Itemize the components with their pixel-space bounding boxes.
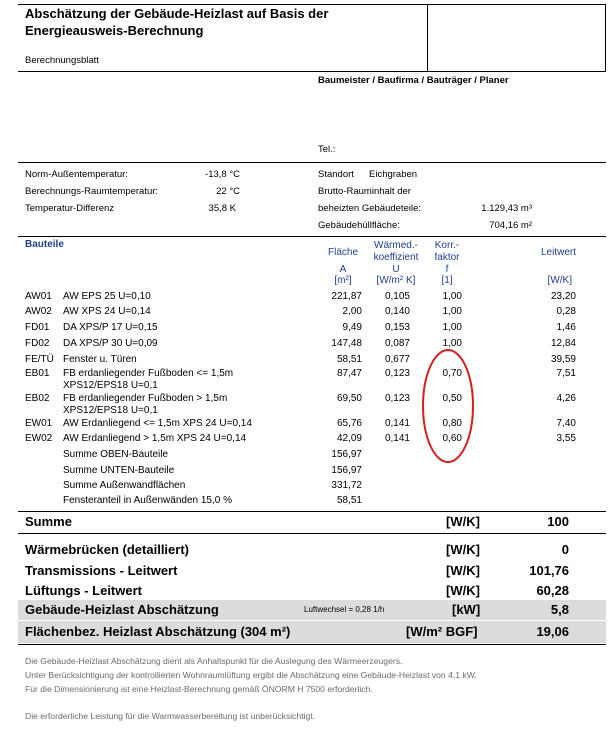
col-korr-unit: [1] — [441, 275, 453, 286]
wb-label: Wärmebrücken (detailliert) — [25, 542, 189, 557]
wb-value: 0 — [561, 542, 569, 557]
row-factor: 0,80 — [442, 418, 462, 429]
row-factor: 1,00 — [442, 322, 462, 333]
gh-value: 5,8 — [550, 602, 569, 617]
table-head-divider — [18, 236, 606, 237]
row-u-value: 0,105 — [384, 291, 410, 302]
row-description: AW EPS 25 U=0,10 — [63, 291, 151, 302]
row-leitwert: 4,26 — [556, 393, 576, 404]
planer-label: Baumeister / Baufirma / Bauträger / Planer — [318, 75, 509, 86]
col-flaeche: Fläche — [327, 247, 358, 258]
brutto-label-1: Brutto-Rauminhalt der — [318, 186, 411, 197]
col-leitwert-unit: [W/K] — [547, 275, 572, 286]
col-korr-sym: f — [445, 264, 449, 275]
note-4: Die erforderliche Leistung für die Warmwasserbereitung ist unberücksichtigt. — [25, 711, 316, 721]
row-area: 65,76 — [336, 418, 362, 429]
col-korr-1: Korr.- — [434, 240, 460, 251]
params-divider — [18, 162, 606, 163]
row-u-value: 0,141 — [384, 418, 410, 429]
row-factor: 0,70 — [442, 368, 462, 379]
row-area: 9,49 — [342, 322, 362, 333]
col-bauteile: Bauteile — [25, 239, 64, 250]
row-leitwert: 7,40 — [556, 418, 576, 429]
room-temp-value: 22 °C — [216, 186, 240, 197]
standort-label: Standort — [318, 169, 354, 180]
col-leitwert: Leitwert — [540, 247, 576, 258]
row-description: AW Erdanliegend > 1,5m XPS 24 U=0,14 — [63, 433, 247, 444]
row-u-value: 0,123 — [384, 393, 410, 404]
row-description: AW XPS 24 U=0,14 — [63, 306, 151, 317]
col-waerme-1: Wärmed.- — [374, 240, 418, 251]
row-factor: 1,00 — [442, 338, 462, 349]
summe-value: 100 — [547, 514, 569, 529]
row-u-value: 0,141 — [384, 433, 410, 444]
fh-label: Flächenbez. Heizlast Abschätzung (304 m²) — [25, 624, 291, 639]
note-3: Für die Dimensionierung ist eine Heizlast-Berechnung gemäß ÖNORM H 7500 erforderlich. — [25, 684, 373, 694]
summary-value: 156,97 — [331, 465, 362, 476]
row-factor: 1,00 — [442, 306, 462, 317]
col-waerme-sym: U — [392, 264, 400, 275]
summe-label: Summe — [25, 514, 72, 529]
note-2: Unter Berücksichtigung der kontrollierten Wohnraumlüftung ergibt die Abschätzung eine Gebäude-Heizlast von 4,1 kW. — [25, 670, 477, 680]
row-code: FD01 — [25, 322, 50, 333]
summary-label: Summe Außenwandflächen — [63, 480, 186, 491]
summary-value: 58,51 — [336, 495, 362, 506]
row-area: 2,00 — [342, 306, 362, 317]
brutto-label-2: beheizten Gebäudeteile: — [318, 203, 421, 214]
gh-label: Gebäude-Heizlast Abschätzung — [25, 602, 219, 617]
col-flaeche-unit: [m²] — [334, 275, 352, 286]
tr-unit: [W/K] — [446, 563, 480, 578]
tr-value: 101,76 — [529, 563, 569, 578]
row-leitwert: 1,46 — [556, 322, 576, 333]
row-description: FB erdanliegender Fußboden > 1,5m — [63, 393, 228, 404]
header-divider — [427, 4, 428, 72]
subtitle: Berechnungsblatt — [25, 55, 99, 66]
row-area: 58,51 — [336, 354, 362, 365]
summe-top-line — [18, 511, 606, 512]
col-waerme-2: koeffizient — [373, 252, 419, 263]
tr-label: Transmissions - Leitwert — [25, 563, 178, 578]
red-ellipse-annotation — [408, 346, 488, 466]
tel-label: Tel.: — [318, 144, 336, 155]
page-title-line-2: Energieausweis-Berechnung — [25, 23, 204, 38]
row-code: AW01 — [25, 291, 52, 302]
temp-diff-value: 35,8 K — [208, 203, 236, 214]
row-leitwert: 39,59 — [550, 354, 576, 365]
row-description: Fenster u. Türen — [63, 354, 137, 365]
norm-temp-label: Norm-Außentemperatur: — [25, 169, 128, 180]
row-code: FE/TÜ — [25, 354, 54, 365]
summe-bottom-line — [18, 533, 606, 534]
summary-label: Fensteranteil in Außenwänden 15,0 % — [63, 495, 232, 506]
row-description: FB erdanliegender Fußboden <= 1,5m — [63, 368, 234, 379]
row-code: FD02 — [25, 338, 50, 349]
note-1: Die Gebäude-Heizlast Abschätzung dient als Anhaltspunkt für die Auslegung des Wärmeerzeugers. — [25, 656, 403, 666]
row-factor: 1,00 — [442, 291, 462, 302]
gh-note: Luftwechsel = 0,28 1/h — [304, 605, 385, 614]
summary-label: Summe UNTEN-Bauteile — [63, 465, 175, 476]
summary-label: Summe OBEN-Bauteile — [63, 449, 169, 460]
row-area: 147,48 — [331, 338, 362, 349]
row-code: EW02 — [25, 433, 53, 444]
summary-value: 331,72 — [331, 480, 362, 491]
row-u-value: 0,087 — [384, 338, 410, 349]
row-u-value: 0,153 — [384, 322, 410, 333]
row-factor: 0,50 — [442, 393, 462, 404]
page-title-line-1: Abschätzung der Gebäude-Heizlast auf Basis der — [25, 6, 329, 21]
row-factor: 0,60 — [442, 433, 462, 444]
row-code: AW02 — [25, 306, 52, 317]
row-area: 69,50 — [336, 393, 362, 404]
row-area: 87,47 — [336, 368, 362, 379]
row-u-value: 0,123 — [384, 368, 410, 379]
row-description-2: XPS12/EPS18 U=0,1 — [63, 405, 158, 416]
row-area: 42,09 — [336, 433, 362, 444]
lu-label: Lüftungs - Leitwert — [25, 583, 142, 598]
row-leitwert: 3,55 — [556, 433, 576, 444]
totals-bottom-line — [18, 644, 606, 645]
temp-diff-label: Temperatur-Differenz — [25, 203, 115, 214]
summary-value: 156,97 — [331, 449, 362, 460]
row-leitwert: 23,20 — [550, 291, 576, 302]
fh-unit: [W/m² BGF] — [406, 624, 478, 639]
brutto-value: 1.129,43 m³ — [481, 203, 532, 214]
gh-unit: [kW] — [452, 602, 481, 617]
lu-unit: [W/K] — [446, 583, 480, 598]
row-u-value: 0,677 — [384, 354, 410, 365]
row-code: EB02 — [25, 393, 50, 404]
row-description: DA XPS/P 17 U=0,15 — [63, 322, 158, 333]
row-u-value: 0,140 — [384, 306, 410, 317]
lu-value: 60,28 — [536, 583, 569, 598]
wb-unit: [W/K] — [446, 542, 480, 557]
col-korr-2: faktor — [434, 252, 460, 263]
norm-temp-value: -13,8 °C — [205, 169, 240, 180]
huell-value: 704,16 m² — [489, 220, 532, 231]
row-area: 221,87 — [331, 291, 362, 302]
row-leitwert: 0,28 — [556, 306, 576, 317]
summe-unit: [W/K] — [446, 514, 480, 529]
row-code: EW01 — [25, 418, 53, 429]
fh-value: 19,06 — [536, 624, 569, 639]
row-description: DA XPS/P 30 U=0,09 — [63, 338, 158, 349]
standort-value: Eichgraben — [369, 169, 418, 180]
row-leitwert: 12,84 — [550, 338, 576, 349]
row-code: EB01 — [25, 368, 50, 379]
row-description: AW Erdanliegend <= 1,5m XPS 24 U=0,14 — [63, 418, 252, 429]
row-leitwert: 7,51 — [556, 368, 576, 379]
huell-label: Gebäudehüllfläche: — [318, 220, 400, 231]
row-description-2: XPS12/EPS18 U=0,1 — [63, 380, 158, 391]
room-temp-label: Berechnungs-Raumtemperatur: — [25, 186, 159, 197]
col-waerme-unit: [W/m² K] — [376, 275, 416, 286]
col-flaeche-sym: A — [339, 264, 347, 275]
